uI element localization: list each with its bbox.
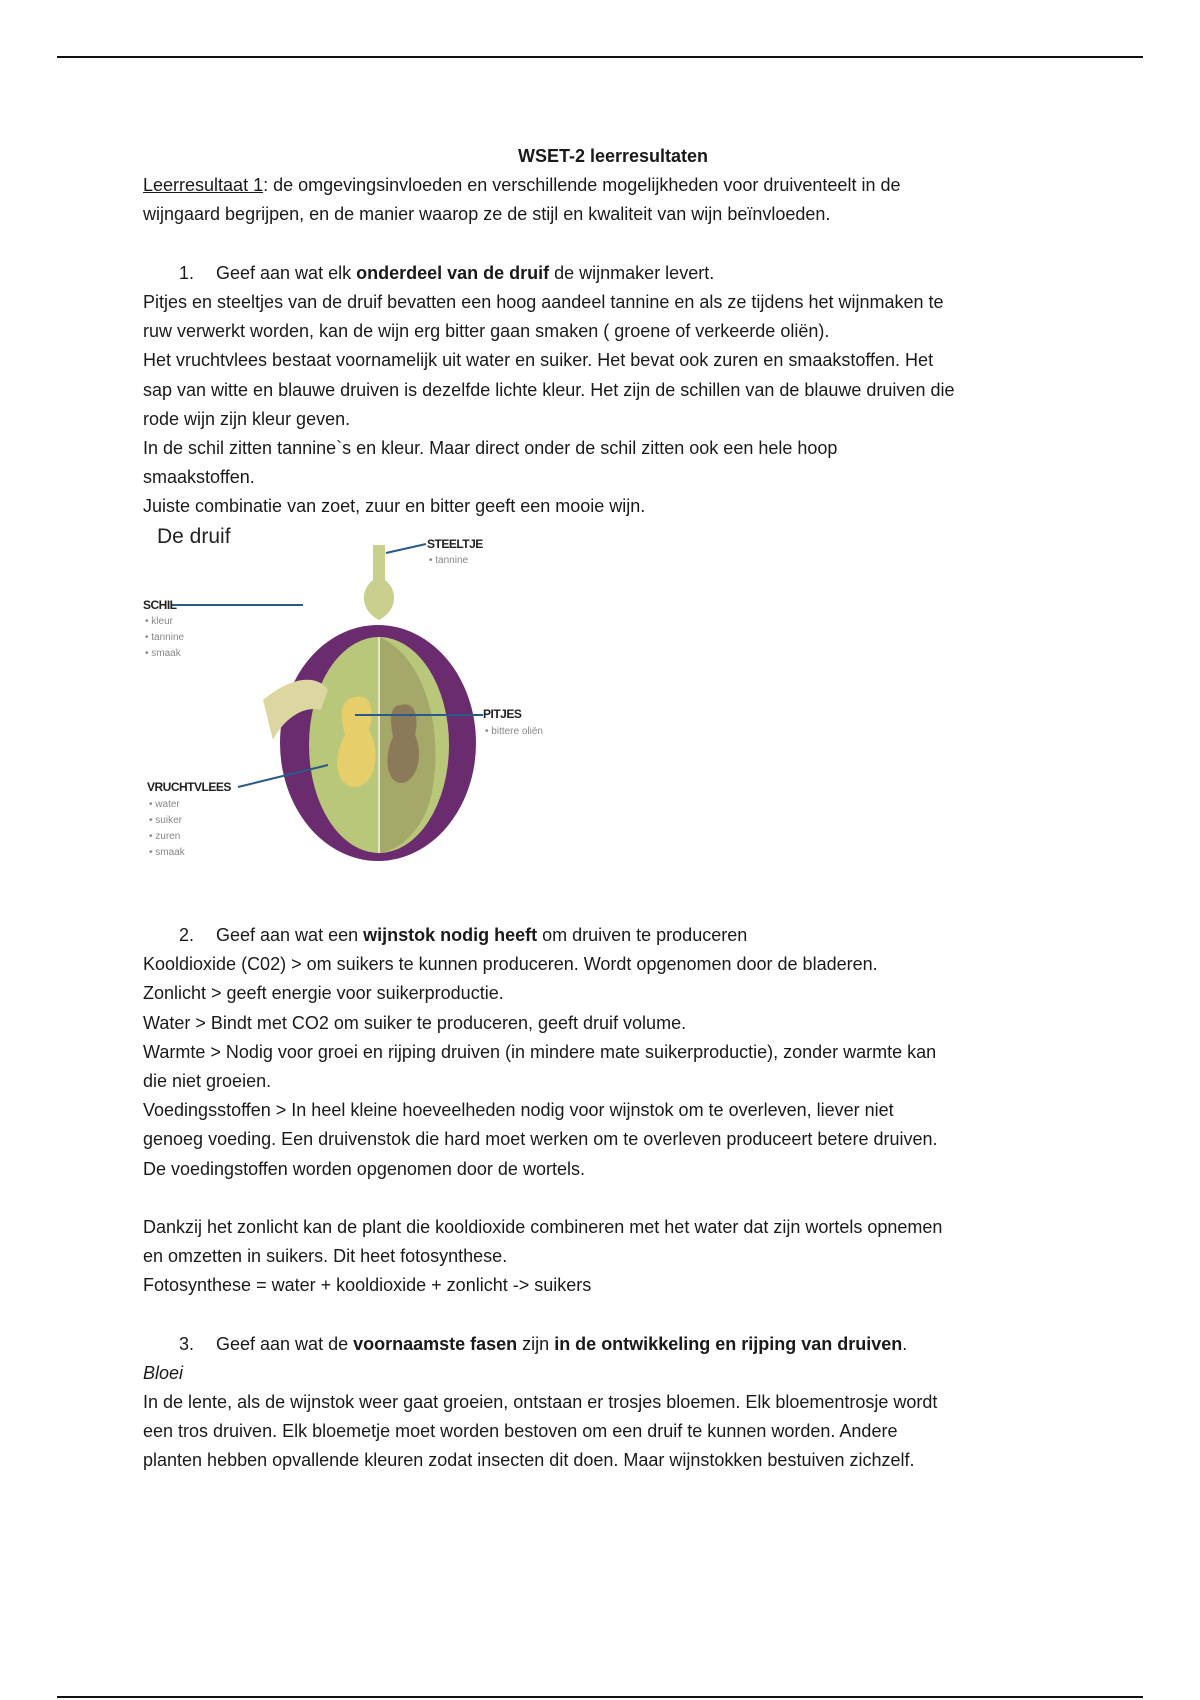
vruchtvlees-items: • water • suiker • zuren • smaak [149,799,185,858]
text-line: Het vruchtvlees bestaat voornamelijk uit water en suiker. Het bevat ook zuren en smaakstoffen. Het [143,350,934,371]
question-1: 1. Geef aan wat elk onderdeel van de druif de wijnmaker levert. [179,262,715,283]
grape-illustration [143,525,583,875]
label-schil: SCHIL [143,598,177,612]
learning-outcome-line: wijngaard begrijpen, en de manier waarop ze de stijl en kwaliteit van wijn beïnvloeden. [143,204,831,225]
text-line: Voedingsstoffen > In heel kleine hoeveelheden nodig voor wijnstok om te overleven, liever niet [143,1100,894,1121]
text-line: Warmte > Nodig voor groei en rijping druiven (in mindere mate suikerproductie), zonder warmte kan [143,1041,937,1062]
subheading-bloei: Bloei [143,1362,184,1383]
text-line: een tros druiven. Elk bloemetje moet worden bestoven om een druif te kunnen worden. Andere [143,1421,898,1442]
text-line: en omzetten in suikers. Dit heet fotosynthese. [143,1246,508,1267]
text-line: die niet groeien. [143,1070,272,1091]
text-line: Water > Bindt met CO2 om suiker te produceren, geeft druif volume. [143,1012,687,1033]
header-rule [57,56,1143,58]
text-line: De voedingstoffen worden opgenomen door de wortels. [143,1158,585,1179]
text-line: Pitjes en steeltjes van de druif bevatten een hoog aandeel tannine en als ze tijdens het wijnmaken te [143,291,944,312]
text-line: In de schil zitten tannine`s en kleur. Maar direct onder de schil zitten ook een hele hoop [143,437,838,458]
text-line: In de lente, als de wijnstok weer gaat groeien, ontstaan er trosjes bloemen. Elk bloementrosje wordt [143,1392,938,1412]
text-line: rode wijn zijn kleur geven. [143,408,351,429]
schil-items: • kleur • tannine • smaak [145,616,185,659]
text-line: genoeg voeding. Een druivenstok die hard moet werken om te overleven produceert betere druiven. [143,1129,938,1150]
text-line: planten hebben opvallende kleuren zodat insecten dit doen. Maar wijnstokken bestuiven zichzelf. [143,1450,915,1471]
text-line: Dankzij het zonlicht kan de plant die kooldioxide combineren met het water dat zijn wortels opnemen [143,1216,943,1237]
text-line: smaakstoffen. [143,467,255,488]
text-line: Fotosynthese = water + kooldioxide + zonlicht -> suikers [143,1275,592,1296]
text-line: Juiste combinatie van zoet, zuur en bitter geeft een mooie wijn. [143,496,646,517]
question-2: 2. Geef aan wat een wijnstok nodig heeft om druiven te produceren [179,925,748,945]
label-vruchtvlees: VRUCHTVLEES [147,780,231,794]
text-line: Zonlicht > geeft energie voor suikerproductie. [143,983,504,1004]
label-pitjes: PITJES [483,707,522,721]
text-line: sap van witte en blauwe druiven is dezelfde lichte kleur. Het zijn de schillen van de blauwe druiven die [143,379,955,400]
text-line: Kooldioxide (C02) > om suikers te kunnen produceren. Wordt opgenomen door de bladeren. [143,954,878,975]
footer-rule [57,1696,1143,1698]
figure-title: De druif [157,525,231,548]
question-3: 3. Geef aan wat de voornaamste fasen zijn in de ontwikkeling en rijping van druiven. [179,1333,908,1354]
section-1 [143,142,1083,521]
grape-diagram [143,525,583,875]
page-title: WSET-2 leerresultaten [517,146,709,166]
text-line: ruw verwerkt worden, kan de wijn erg bitter gaan smaken ( groene of verkeerde oliën). [143,321,830,342]
steeltje-items: • tannine [429,555,469,566]
section-2 [143,921,1083,1476]
pitjes-items: • bittere oliën [485,726,543,737]
learning-outcome: Leerresultaat 1: de omgevingsinvloeden en verschillende mogelijkheden voor druiventeelt in de [143,175,901,196]
label-steeltje: STEELTJE [427,537,483,551]
